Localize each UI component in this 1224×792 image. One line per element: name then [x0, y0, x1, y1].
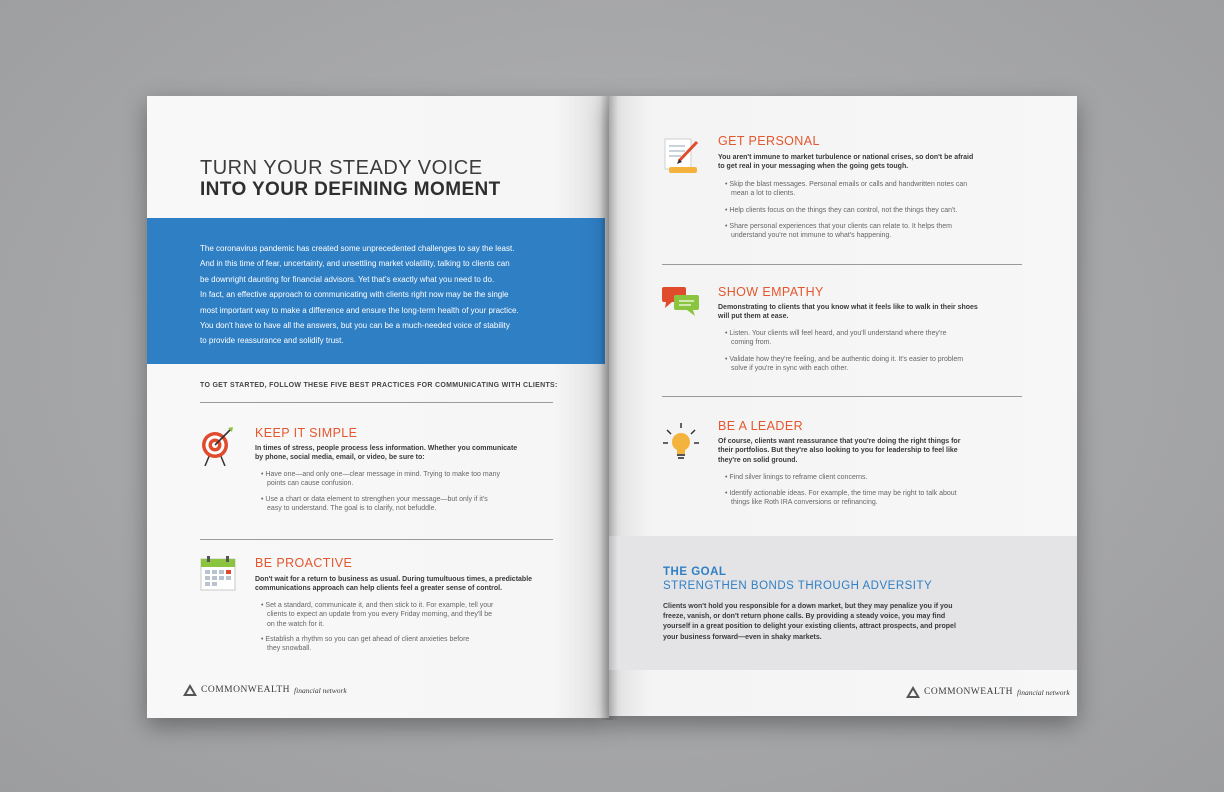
- intro-line: be downright daunting for financial advisors. Yet that's exactly what you need to do.: [200, 274, 495, 284]
- speech-bubbles-icon: [661, 286, 701, 318]
- divider: [662, 264, 1022, 265]
- section-heading-be-a-leader: BE A LEADER: [718, 419, 803, 433]
- bullet-line: • Share personal experiences that your clients can relate to. It helps them: [725, 223, 952, 230]
- lead-line: to get real in your messaging when the going gets tough.: [718, 163, 909, 171]
- bullet-item: [725, 329, 1035, 348]
- intro-band: [147, 218, 605, 364]
- document-pen-icon: [661, 136, 701, 176]
- bullet-item: [725, 473, 1035, 482]
- intro-line: You don't have to have all the answers, but you can be a much-needed voice of stability: [200, 321, 510, 331]
- lead-line: their portfolios. But they're also looking to you for leadership to feel like: [718, 447, 958, 455]
- lead-line: You aren't immune to market turbulence or national crises, so don't be afraid: [718, 154, 974, 161]
- intro-paragraph: [200, 241, 580, 349]
- commonwealth-logo: [906, 686, 1070, 698]
- book-spine-shadow: [600, 96, 618, 720]
- goal-line: freeze, vanish, or don't return phone calls. By providing a steady voice, you may find: [663, 613, 946, 621]
- bullet-item: [261, 635, 551, 654]
- bullet-line: • Establish a rhythm so you can get ahead of client anxieties before: [261, 636, 470, 643]
- logo-brand: COMMONWEALTH: [924, 687, 1014, 697]
- bullet-item: [261, 470, 551, 489]
- intro-line: The coronavirus pandemic has created some unprecedented challenges to say the least.: [200, 244, 515, 253]
- bullet-line: mean a lot to clients.: [731, 190, 796, 198]
- intro-line: most important way to make a difference and ensure the long-term health of your practice.: [200, 305, 519, 315]
- bullet-line: • Find silver linings to reframe client concerns.: [725, 474, 868, 481]
- section-heading-get-personal: GET PERSONAL: [718, 134, 820, 148]
- section-lead: [718, 303, 1038, 322]
- bullet-item: [261, 601, 551, 629]
- bullet-line: understand you're not immune to what's happening.: [731, 232, 892, 240]
- lead-line: they're on solid ground.: [718, 456, 798, 464]
- bullet-item: [725, 489, 1035, 508]
- bullet-line: • Have one—and only one—clear message in mind. Trying to make too many: [261, 471, 501, 478]
- divider: [662, 396, 1022, 397]
- logo-triangle-icon: [906, 686, 920, 698]
- bullet-item: [261, 495, 551, 514]
- bullet-line: solve if you're in sync with each other.: [731, 365, 849, 373]
- goal-band: [609, 536, 1077, 670]
- goal-line: your business forward—even in shaky markets.: [663, 633, 822, 641]
- commonwealth-logo: [183, 684, 347, 696]
- section-lead: [718, 437, 1038, 465]
- page-title-line1: TURN YOUR STEADY VOICE: [200, 157, 483, 179]
- section-heading-keep-it-simple: KEEP IT SIMPLE: [255, 426, 358, 440]
- lead-line: will put them at ease.: [718, 313, 789, 321]
- bullet-line: points can cause confusion.: [267, 480, 354, 488]
- bullet-line: • Listen. Your clients will feel heard, and you'll understand where they're: [725, 330, 947, 337]
- right-page: [609, 96, 1077, 716]
- bullet-line: • Help clients focus on the things they can control, not the things they can't.: [725, 207, 958, 214]
- bullet-line: • Validate how they're feeling, and be authentic doing it. It's easier to problem: [725, 356, 964, 363]
- lead-line: by phone, social media, email, or video, be sure to:: [255, 454, 425, 462]
- getting-started-heading: TO GET STARTED, FOLLOW THESE FIVE BEST PRACTICES FOR COMMUNICATING WITH CLIENTS:: [200, 382, 558, 389]
- bullet-line: on the watch for it.: [267, 620, 325, 628]
- bullet-item: [725, 355, 1035, 374]
- bullet-line: things like Roth IRA conversions or refinancing.: [731, 499, 878, 507]
- bullet-line: • Identify actionable ideas. For example, the time may be right to talk about: [725, 490, 957, 497]
- intro-line: In fact, an effective approach to communicating with clients right now may be the single: [200, 290, 509, 300]
- bullet-line: they snowball.: [267, 645, 312, 653]
- lead-line: Don't wait for a return to business as usual. During tumultuous times, a predictable: [255, 576, 533, 583]
- target-icon: [200, 426, 234, 466]
- goal-paragraph: [663, 602, 1033, 643]
- lead-line: In times of stress, people process less information. Whether you communicate: [255, 445, 518, 452]
- calendar-icon: [200, 555, 236, 591]
- section-lead: [255, 575, 565, 594]
- bullet-line: easy to understand. The goal is to clarify, not befuddle.: [267, 505, 437, 513]
- section-heading-show-empathy: SHOW EMPATHY: [718, 285, 824, 299]
- bullet-line: • Set a standard, communicate it, and then stick to it. For example, tell your: [261, 602, 494, 609]
- lead-line: communications approach can help clients feel a greater sense of control.: [255, 585, 503, 593]
- section-lead: [718, 153, 1038, 172]
- bullet-item: [725, 222, 1035, 241]
- bullet-line: • Skip the blast messages. Personal emails or calls and handwritten notes can: [725, 181, 968, 188]
- divider: [200, 402, 553, 403]
- logo-brand: COMMONWEALTH: [201, 685, 291, 695]
- lead-line: Of course, clients want reassurance that you're doing the right things for: [718, 438, 961, 445]
- lead-line: Demonstrating to clients that you know what it feels like to walk in their shoes: [718, 304, 978, 311]
- lightbulb-icon: [661, 422, 701, 462]
- intro-line: And in this time of fear, uncertainty, and unsettling market volatility, talking to clients can: [200, 259, 510, 269]
- left-page: [147, 96, 609, 718]
- goal-line: yourself in a great position to delight your existing clients, attract prospects, and propel: [663, 623, 956, 631]
- intro-line: to provide reassurance and solidify trust.: [200, 336, 344, 346]
- logo-tagline: financial network: [1017, 687, 1070, 697]
- logo-triangle-icon: [183, 684, 197, 696]
- section-lead: [255, 444, 555, 463]
- bullet-line: • Use a chart or data element to strengthen your message—but only if it's: [261, 496, 488, 503]
- bullet-item: [725, 180, 1035, 199]
- bullet-line: coming from.: [731, 339, 772, 347]
- goal-line: Clients won't hold you responsible for a down market, but they may penalize you if you: [663, 603, 953, 610]
- bullet-line: clients to expect an update from you every Friday morning, and they'll be: [267, 611, 493, 619]
- bullet-item: [725, 206, 1035, 215]
- section-heading-be-proactive: BE PROACTIVE: [255, 556, 353, 570]
- divider: [200, 539, 553, 540]
- page-title-line2: INTO YOUR DEFINING MOMENT: [200, 179, 501, 200]
- goal-title: THE GOAL: [663, 566, 727, 578]
- goal-subtitle: STRENGTHEN BONDS THROUGH ADVERSITY: [663, 580, 933, 592]
- logo-tagline: financial network: [294, 685, 347, 695]
